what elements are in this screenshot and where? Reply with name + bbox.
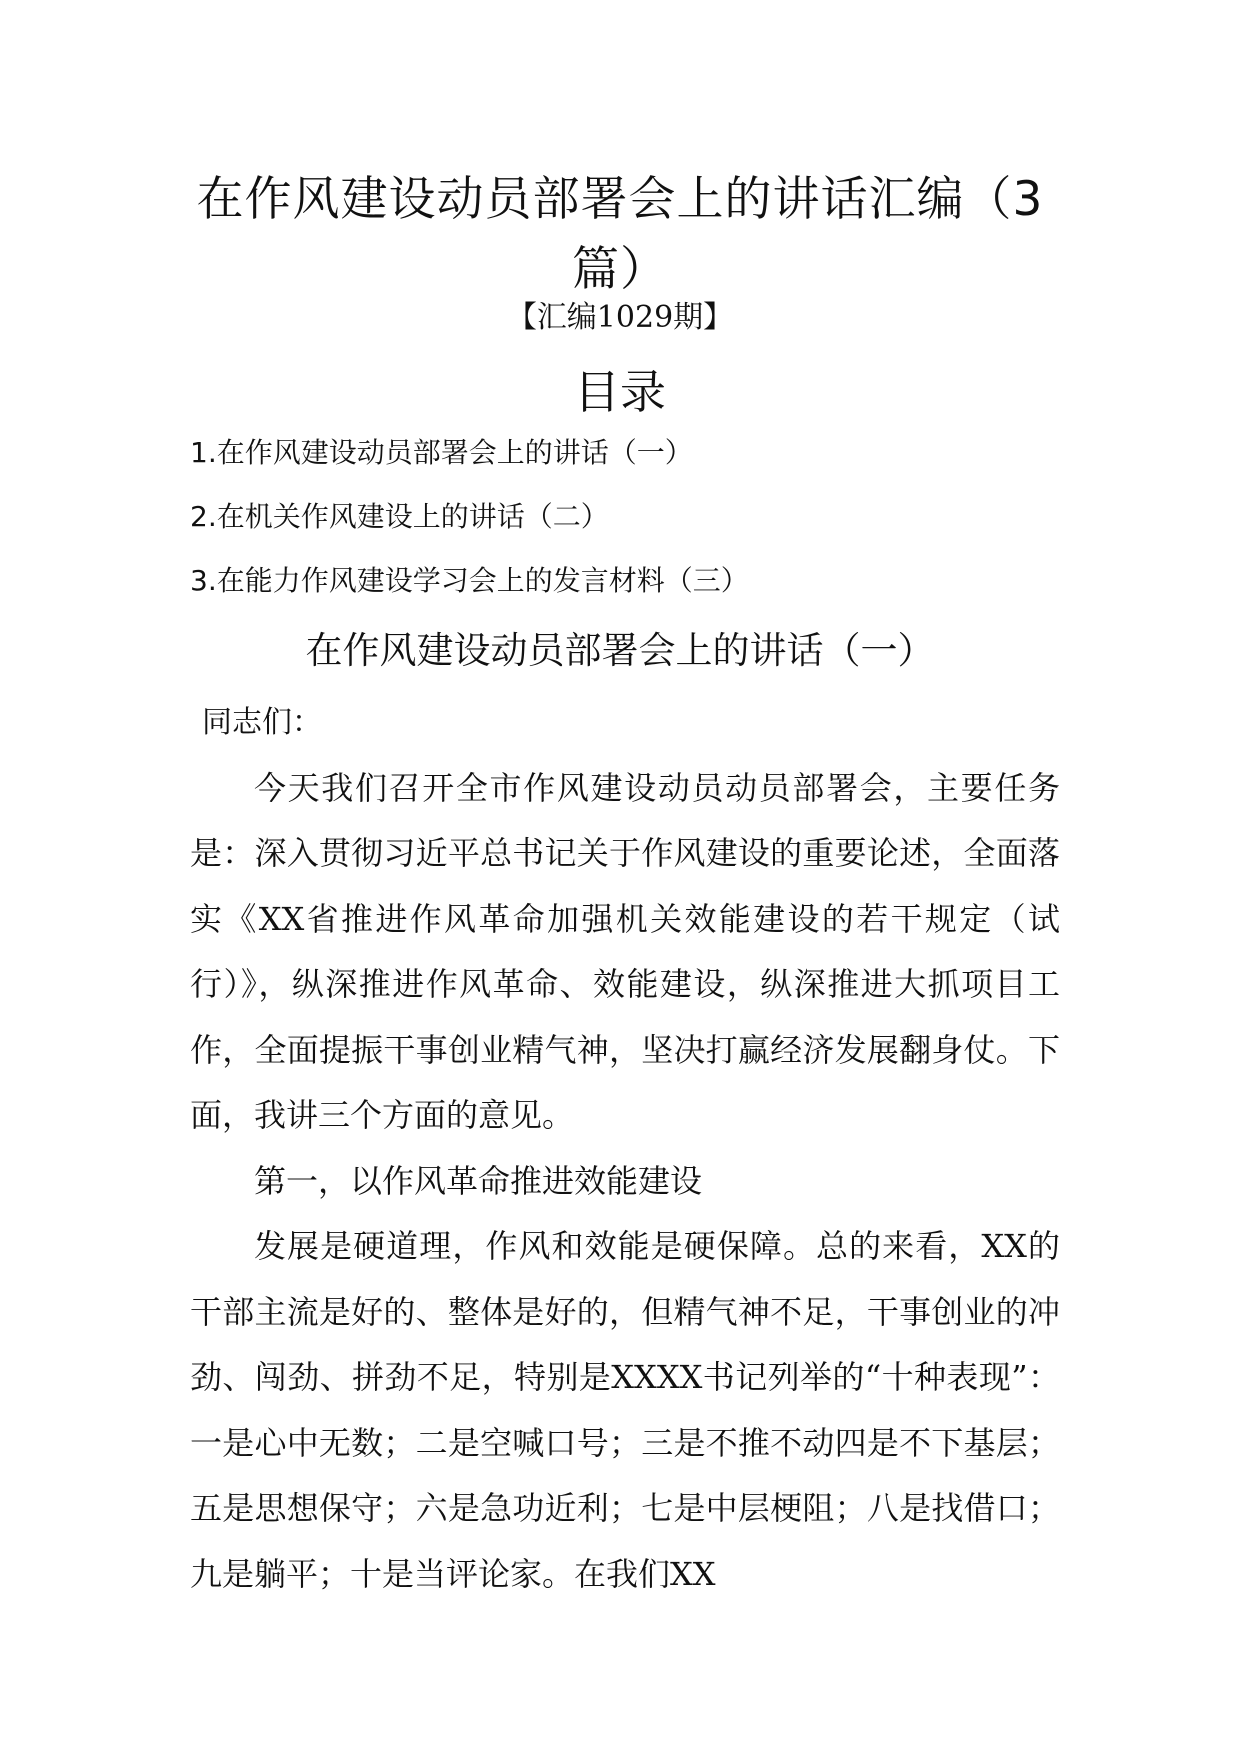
body-text [190,690,1060,1607]
paragraph-development: 发展是硬道理，作风和效能是硬保障。总的来看，XX的干部主流是好的、整体是好的，但精气神不足，干事创业的冲劲、闯劲、拼劲不足，特别是XXXX书记列举的“十种表现”：一是心中无数；二是空喊口号；三是不推不动四是不下基层；五是思想保守；六是急功近利；七是中层梗阻；八是找借口；九是躺平；十是当评论家。在我们XX [190,1227,1060,1593]
paragraph-heading-first: 第一，以作风革命推进效能建设 [254,1161,703,1200]
toc-heading: 目录 [574,365,666,419]
toc-item-1[interactable]: 1.在作风建设动员部署会上的讲话（一） [190,436,693,469]
document-title: 在作风建设动员部署会上的讲话汇编（3篇） [196,172,1044,297]
salutation: 同志们： [202,705,322,740]
table-of-contents [190,433,1070,625]
section-title: 在作风建设动员部署会上的讲话（一） [305,629,935,672]
toc-item-3[interactable]: 3.在能力作风建设学习会上的发言材料（三） [190,564,749,597]
issue-number: 【汇编1029期】 [506,300,734,335]
paragraph-opening: 今天我们召开全市作风建设动员动员部署会，主要任务是：深入贯彻习近平总书记关于作风建设的重要论述，全面落实《XX省推进作风革命加强机关效能建设的若干规定（试行）》，纵深推进作风革命、效能建设，纵深推进大抓项目工作，全面提振干事创业精气神，坚决打赢经济发展翻身仗。下面，我讲三个方面的意见。 [190,768,1060,1134]
toc-item-2[interactable]: 2.在机关作风建设上的讲话（二） [190,500,609,533]
